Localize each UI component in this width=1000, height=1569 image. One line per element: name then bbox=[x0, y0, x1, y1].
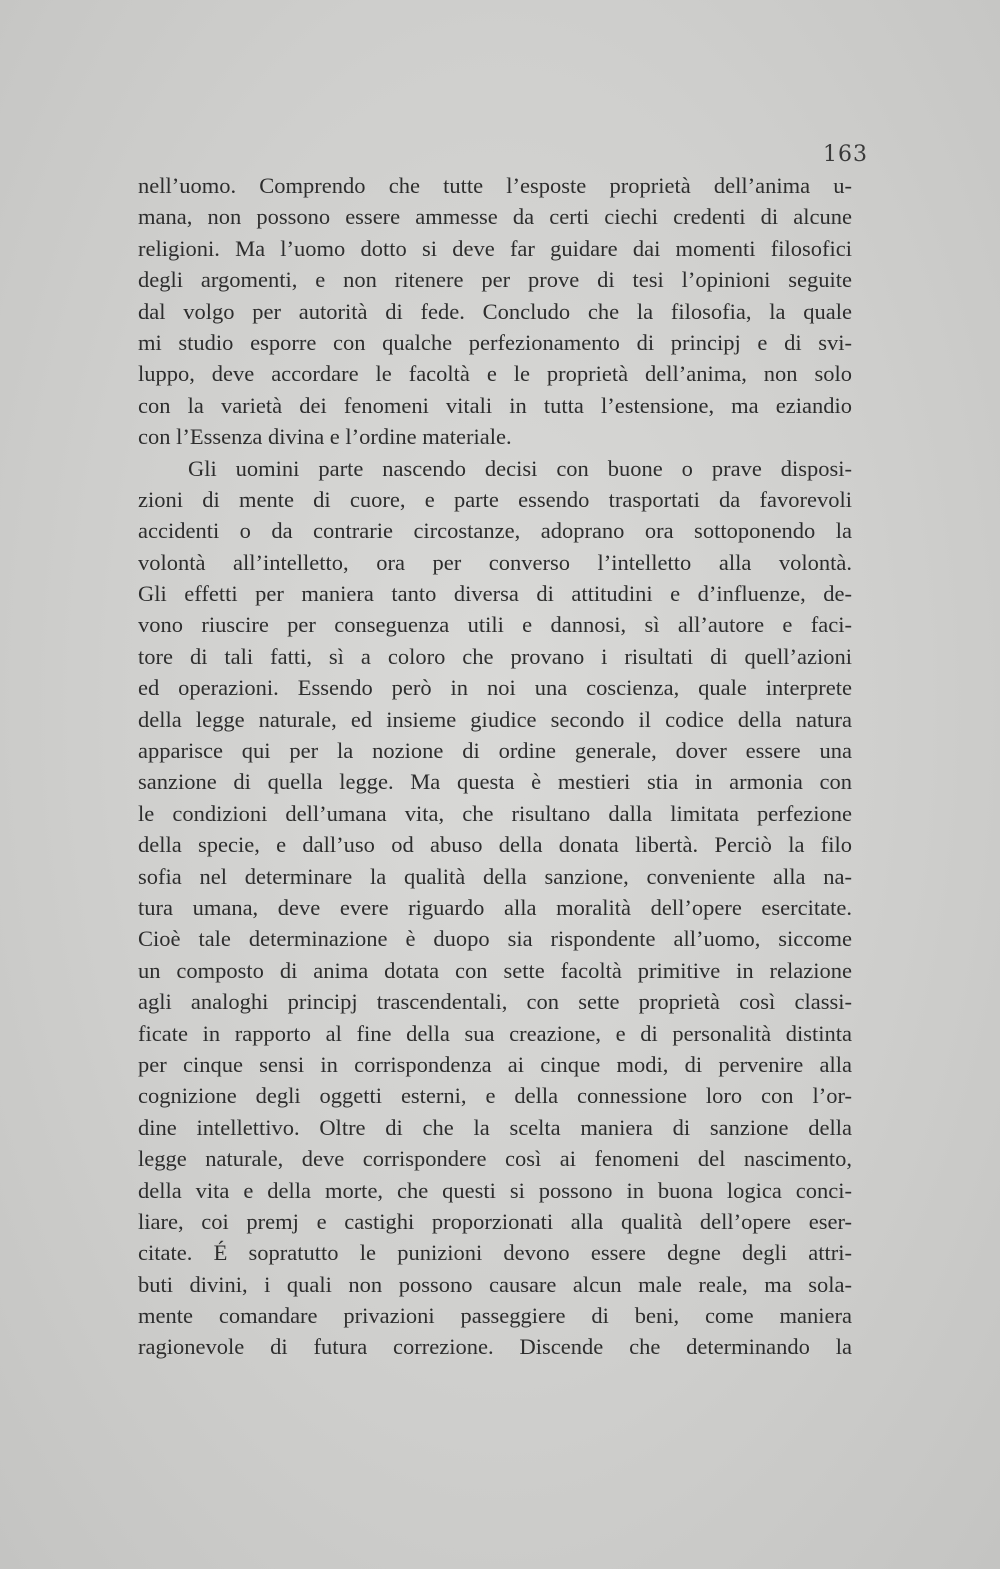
text-line: con l’Essenza divina e l’ordine materiale. bbox=[138, 424, 512, 450]
text-line: tura umana, deve evere riguardo alla moralità dell’opere esercitate. bbox=[138, 894, 852, 920]
text-line: Cioè tale determinazione è duopo sia rispondente all’uomo, siccome bbox=[138, 926, 852, 952]
text-line: dal volgo per autorità di fede. Concludo che la filosofia, la quale bbox=[138, 298, 852, 324]
text-line: mi studio esporre con qualche perfezionamento di principj e di svi- bbox=[138, 329, 852, 355]
text-line: nell’uomo. Comprendo che tutte l’esposte proprietà dell’anima u- bbox=[138, 173, 852, 198]
text-line: della specie, e dall’uso od abuso della donata libertà. Perciò la filo bbox=[138, 832, 852, 858]
text-line: con la varietà dei fenomeni vitali in tutta l’estensione, ma eziandio bbox=[138, 392, 852, 418]
text-line: volontà all’intelletto, ora per converso l’intelletto alla volontà. bbox=[138, 549, 852, 575]
text-line: sofia nel determinare la qualità della sanzione, conveniente alla na- bbox=[138, 863, 852, 889]
text-line: dine intellettivo. Oltre di che la scelta maniera di sanzione della bbox=[138, 1114, 852, 1140]
text-line: zioni di mente di cuore, e parte essendo trasportati da favorevoli bbox=[138, 486, 852, 512]
text-line: liare, coi premj e castighi proporzionati alla qualità dell’opere eser- bbox=[138, 1208, 852, 1234]
text-line: le condizioni dell’umana vita, che risultano dalla limitata perfezione bbox=[138, 800, 852, 826]
text-line: ficate in rapporto al fine della sua creazione, e di personalità distinta bbox=[138, 1020, 852, 1046]
text-line: apparisce qui per la nozione di ordine generale, dover essere una bbox=[138, 738, 852, 764]
text-line: citate. É sopratutto le punizioni devono essere degne degli attri- bbox=[138, 1240, 852, 1266]
text-line: ragionevole di futura correzione. Discende che determinando la bbox=[138, 1334, 852, 1360]
text-line: Gli uomini parte nascendo decisi con buone o prave disposi- bbox=[188, 455, 852, 481]
text-line: buti divini, i quali non possono causare alcun male reale, ma sola- bbox=[138, 1271, 852, 1297]
text-line: per cinque sensi in corrispondenza ai cinque modi, di pervenire alla bbox=[138, 1051, 852, 1077]
text-line: vono riuscire per conseguenza utili e dannosi, sì all’autore e faci- bbox=[138, 612, 852, 638]
text-line: agli analoghi principj trascendentali, con sette proprietà così classi- bbox=[138, 989, 852, 1015]
text-line: della legge naturale, ed insieme giudice secondo il codice della natura bbox=[138, 706, 852, 732]
text-line: sanzione di quella legge. Ma questa è mestieri stia in armonia con bbox=[138, 769, 852, 795]
text-line: religioni. Ma l’uomo dotto si deve far guidare dai momenti filosofici bbox=[138, 235, 852, 261]
text-line: mente comandare privazioni passeggiere di beni, come maniera bbox=[138, 1303, 852, 1329]
text-line: un composto di anima dotata con sette facoltà primitive in relazione bbox=[138, 957, 852, 983]
text-line: cognizione degli oggetti esterni, e della connessione loro con l’or- bbox=[138, 1083, 852, 1109]
text-line: degli argomenti, e non ritenere per prove di tesi l’opinioni seguite bbox=[138, 267, 852, 293]
text-line: mana, non possono essere ammesse da certi ciechi credenti di alcune bbox=[138, 204, 852, 230]
text-line: ed operazioni. Essendo però in noi una coscienza, quale interprete bbox=[138, 675, 852, 701]
text-line: Gli effetti per maniera tanto diversa di attitudini e d’influenze, de- bbox=[138, 581, 852, 607]
text-line: legge naturale, deve corrispondere così ai fenomeni del nascimento, bbox=[138, 1146, 852, 1172]
text-line: luppo, deve accordare le facoltà e le proprietà dell’anima, non solo bbox=[138, 361, 852, 387]
page-number: 163 bbox=[823, 142, 868, 167]
body-text bbox=[138, 170, 852, 1363]
text-line: tore di tali fatti, sì a coloro che provano i risultati di quell’azioni bbox=[138, 643, 852, 669]
text-line: della vita e della morte, che questi si possono in buona logica conci- bbox=[138, 1177, 852, 1203]
text-line: accidenti o da contrarie circostanze, adoprano ora sottoponendo la bbox=[138, 518, 852, 544]
